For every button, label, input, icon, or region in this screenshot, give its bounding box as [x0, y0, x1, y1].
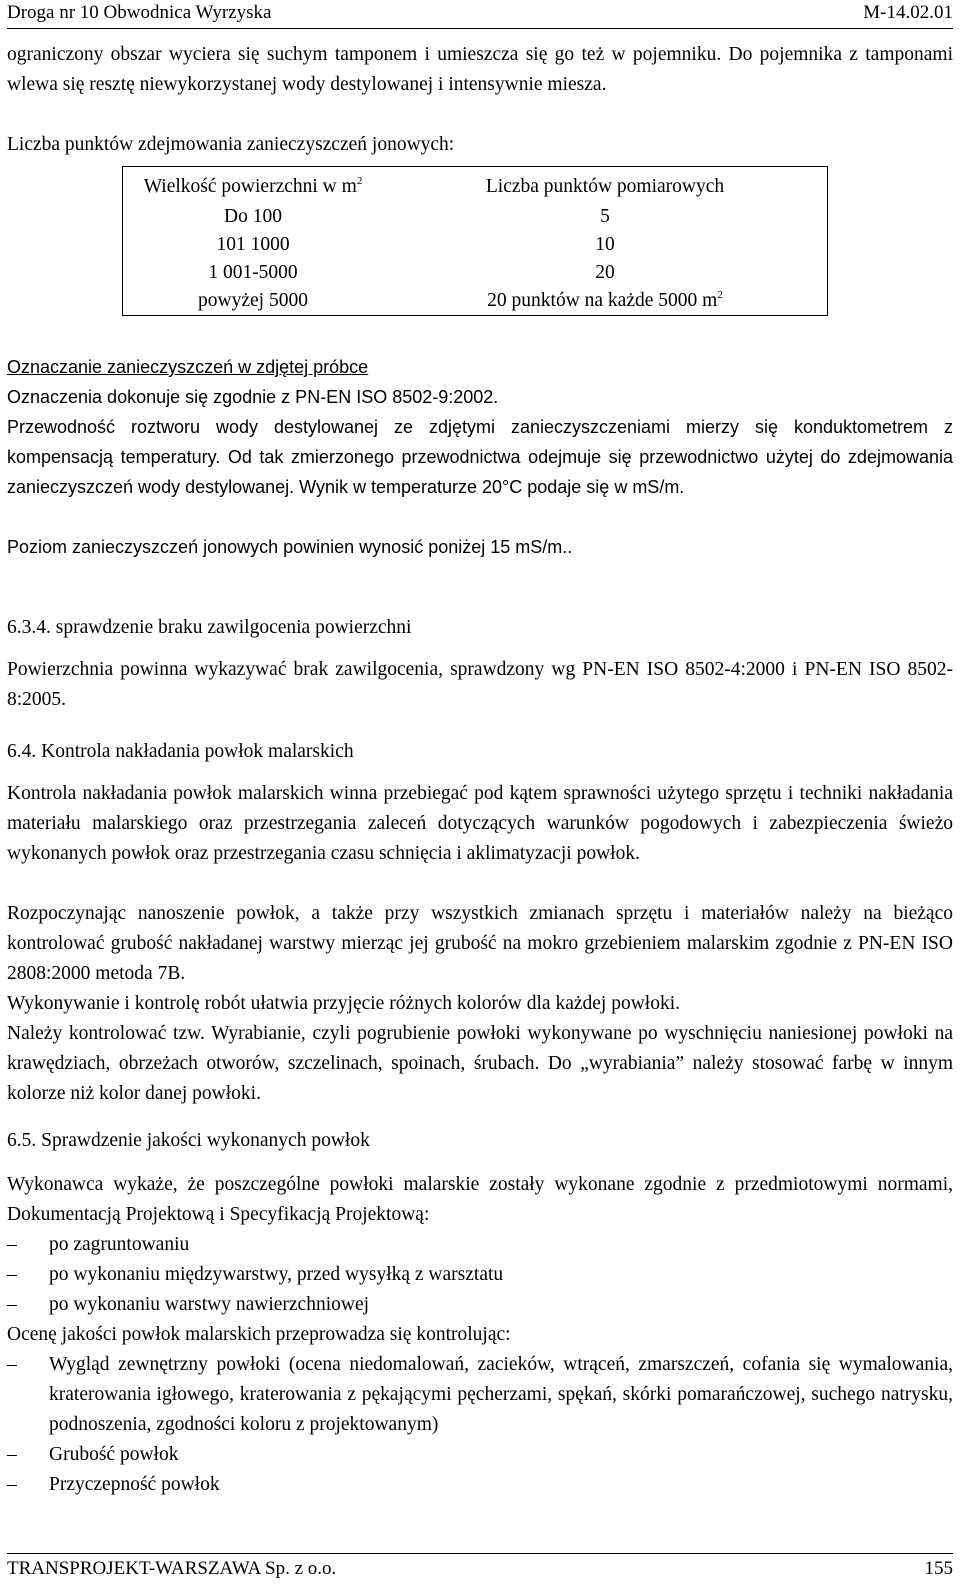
table-row — [123, 287, 828, 316]
section-64-paragraph-2: Rozpoczynając nanoszenie powłok, a także przy wszystkich zmianach sprzętu i materiałów należy na bieżąco kontrolować grubość nakładanej warstwy mierząc jej grubość na mokro grzebieniem malarskim zgodnie z PN-EN ISO 2808:2000 metoda 7B. — [7, 903, 953, 984]
table-cell-points: 20 — [595, 262, 615, 283]
section-64-paragraph-3: Wykonywanie i kontrolę robót ułatwia przyjęcie różnych kolorów dla każdej powłoki. — [7, 993, 680, 1014]
section-634-paragraph: Powierzchnia powinna wykazywać brak zawilgocenia, sprawdzony wg PN-EN ISO 8502-4:2000 i PN-EN ISO 8502-8:2005. — [7, 659, 953, 710]
list-item: – Wygląd zewnętrzny powłoki (ocena niedomalowań, zacieków, wtrąceń, zmarszczeń, cofania się wymalowania, kraterowania igłowego, kraterowania z pękającymi pęcherzami, spękań, skórki pomarańczowej, suchego natrysku, podnoszenia, zgodności koloru z projektowanym) — [7, 1350, 953, 1440]
table-cell-points: 10 — [595, 234, 615, 255]
page-header — [7, 0, 953, 29]
dash-bullet: – — [7, 1444, 17, 1465]
table-header-points: Liczba punktów pomiarowych — [485, 176, 725, 197]
section-64-paragraph-1: Kontrola nakładania powłok malarskich winna przebiegać pod kątem sprawności użytego sprzętu i techniki nakładania materiału malarskiego oraz przestrzegania zaleceń dotyczących warunków pogodowych i zabezpieczenia świeżo wykonanych powłok oraz przestrzegania czasu schnięcia i aklimatyzacji powłok. — [7, 783, 953, 864]
dash-bullet: – — [7, 1234, 17, 1255]
section-64-heading: 6.4. Kontrola nakładania powłok malarskich — [7, 741, 354, 762]
section-64-paragraph-4: Należy kontrolować tzw. Wyrabianie, czyli pogrubienie powłoki wykonywane po wyschnięciu naniesionej powłoki na krawędziach, obrzeżach otworów, szczelinach, spoinach, śrubach. Do „wyrabiania” należy stosować farbę w innym kolorze niż kolor danej powłoki. — [7, 1023, 953, 1104]
table-cell-area: powyżej 5000 — [198, 290, 308, 311]
marking-paragraph: Przewodność roztworu wody destylowanej ze zdjętymi zanieczyszczeniami mierzy się konduktometrem z kompensacją temperatury. Od tak zmierzonego przewodnictwa odejmuje się przewodnictwo użytej do zdejmowania zanieczyszczeń wody destylowanej. Wynik w temperaturze 20°C podaje się w mS/m. — [7, 417, 953, 497]
table-row — [123, 259, 828, 287]
header-code: M-14.02.01 — [863, 2, 953, 23]
section-634-heading: 6.3.4. sprawdzenie braku zawilgocenia powierzchni — [7, 617, 412, 638]
table-row — [123, 203, 828, 231]
table-cell-area: Do 100 — [224, 206, 282, 227]
footer-company: TRANSPROJEKT-WARSZAWA Sp. z o.o. — [7, 1558, 337, 1579]
dash-bullet: – — [7, 1264, 17, 1285]
section-65-heading: 6.5. Sprawdzenie jakości wykonanych powłok — [7, 1130, 370, 1151]
page-footer — [7, 1553, 953, 1584]
marking-level: Poziom zanieczyszczeń jonowych powinien wynosić poniżej 15 mS/m.. — [7, 537, 573, 557]
table-cell-points: 20 punktów na każde 5000 $m^2$ — [487, 289, 723, 311]
stage-list — [7, 1230, 953, 1320]
table-cell-area: 101 1000 — [216, 234, 290, 255]
list-item: – po zagruntowaniu — [7, 1230, 953, 1260]
dash-bullet: – — [7, 1474, 17, 1495]
header-title: Droga nr 10 Obwodnica Wyrzyska — [7, 2, 272, 23]
page-number: 155 — [924, 1558, 953, 1579]
table-header-area: Wielkość powierzchni w $m^2$ — [143, 175, 363, 197]
dash-bullet: – — [7, 1354, 17, 1375]
table-cell-points: 5 — [600, 206, 610, 227]
table-row — [123, 231, 828, 259]
marking-heading: Oznaczanie zanieczyszczeń w zdjętej próbce — [7, 357, 369, 377]
list-item: – Grubość powłok — [7, 1440, 953, 1470]
measurement-points-table — [122, 166, 828, 316]
table-caption: Liczba punktów zdejmowania zanieczyszczeń jonowych: — [7, 134, 455, 155]
table-header-row — [123, 167, 828, 204]
quality-check-list — [7, 1350, 953, 1500]
list-item: – po wykonaniu międzywarstwy, przed wysyłką z warsztatu — [7, 1260, 953, 1290]
section-65-paragraph-2: Ocenę jakości powłok malarskich przeprowadza się kontrolując: — [7, 1324, 511, 1345]
list-item: – po wykonaniu warstwy nawierzchniowej — [7, 1290, 953, 1320]
section-65-paragraph-1: Wykonawca wykaże, że poszczególne powłoki malarskie zostały wykonane zgodnie z przedmiotowymi normami, Dokumentacją Projektową i Specyfikacją Projektową: — [7, 1174, 953, 1225]
intro-continuation: ograniczony obszar wyciera się suchym tamponem i umieszcza się go też w pojemniku. Do pojemnika z tamponami wlewa się resztę niewykorzystanej wody destylowanej i intensywnie miesza. — [7, 44, 953, 95]
marking-standard: Oznaczenia dokonuje się zgodnie z PN-EN ISO 8502-9:2002. — [7, 387, 499, 407]
list-item: – Przyczepność powłok — [7, 1470, 953, 1500]
table-cell-area: 1 001-5000 — [208, 262, 298, 283]
dash-bullet: – — [7, 1294, 17, 1315]
